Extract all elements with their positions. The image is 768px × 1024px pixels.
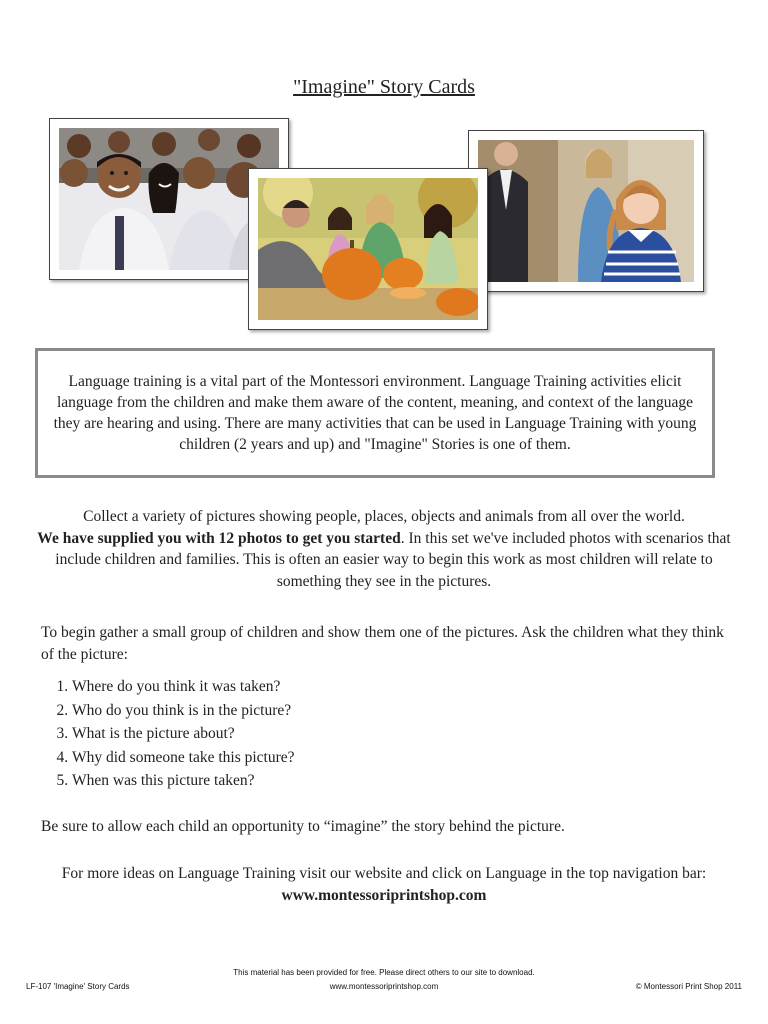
children-group-photo bbox=[59, 128, 279, 270]
photo-card-upset-girl bbox=[468, 130, 704, 292]
footer-product-code: LF-107 'Imagine' Story Cards bbox=[26, 982, 130, 991]
list-item: 3. What is the picture about? bbox=[72, 722, 672, 746]
collect-text-2: . In this set we've included photos with scenarios that include children and families. This is often an easier way to begin this work as most children will relate to something they see in the pictures. bbox=[55, 529, 731, 590]
list-item: 5. When was this picture taken? bbox=[72, 769, 672, 793]
begin-paragraph: To begin gather a small group of children and show them one of the pictures. Ask the children what they think of the picture: bbox=[41, 624, 724, 663]
footer-free-notice: This material has been provided for free. Please direct others to our site to download. bbox=[233, 968, 535, 977]
list-item: 1. Where do you think it was taken? bbox=[72, 675, 672, 699]
more-ideas-text: For more ideas on Language Training visit our website and click on Language in the top navigation bar: bbox=[61, 865, 707, 882]
allow-paragraph: Be sure to allow each child an opportunity to “imagine” the story behind the picture. bbox=[41, 818, 565, 835]
collect-text-1: Collect a variety of pictures showing people, places, objects and animals from all over the world. bbox=[83, 508, 685, 525]
collect-paragraph bbox=[36, 506, 732, 592]
pumpkin-family-photo bbox=[258, 178, 478, 320]
intro-text: Language training is a vital part of the Montessori environment. Language Training activities elicit language from the children and make them aware of the content, meaning, and context of the language they are hearing and using. There are many activities that can be used in Language Training with young children (2 years and up) and "Imagine" Stories is one of them. bbox=[53, 373, 697, 453]
footer-website[interactable]: www.montessoriprintshop.com bbox=[329, 982, 439, 991]
intro-box bbox=[35, 348, 715, 478]
collect-bold-text: We have supplied you with 12 photos to get you started bbox=[37, 529, 401, 547]
more-ideas-paragraph bbox=[36, 863, 732, 907]
page-title: "Imagine" Story Cards bbox=[293, 76, 475, 98]
photo-card-pumpkin-family bbox=[248, 168, 488, 330]
list-item: 4. Why did someone take this picture? bbox=[72, 746, 672, 770]
footer-copyright: © Montessori Print Shop 2011 bbox=[635, 982, 742, 991]
website-link[interactable]: www.montessoriprintshop.com bbox=[281, 887, 487, 904]
list-item: 2. Who do you think is in the picture? bbox=[72, 699, 672, 723]
upset-girl-photo bbox=[478, 140, 694, 282]
question-list bbox=[48, 675, 672, 793]
